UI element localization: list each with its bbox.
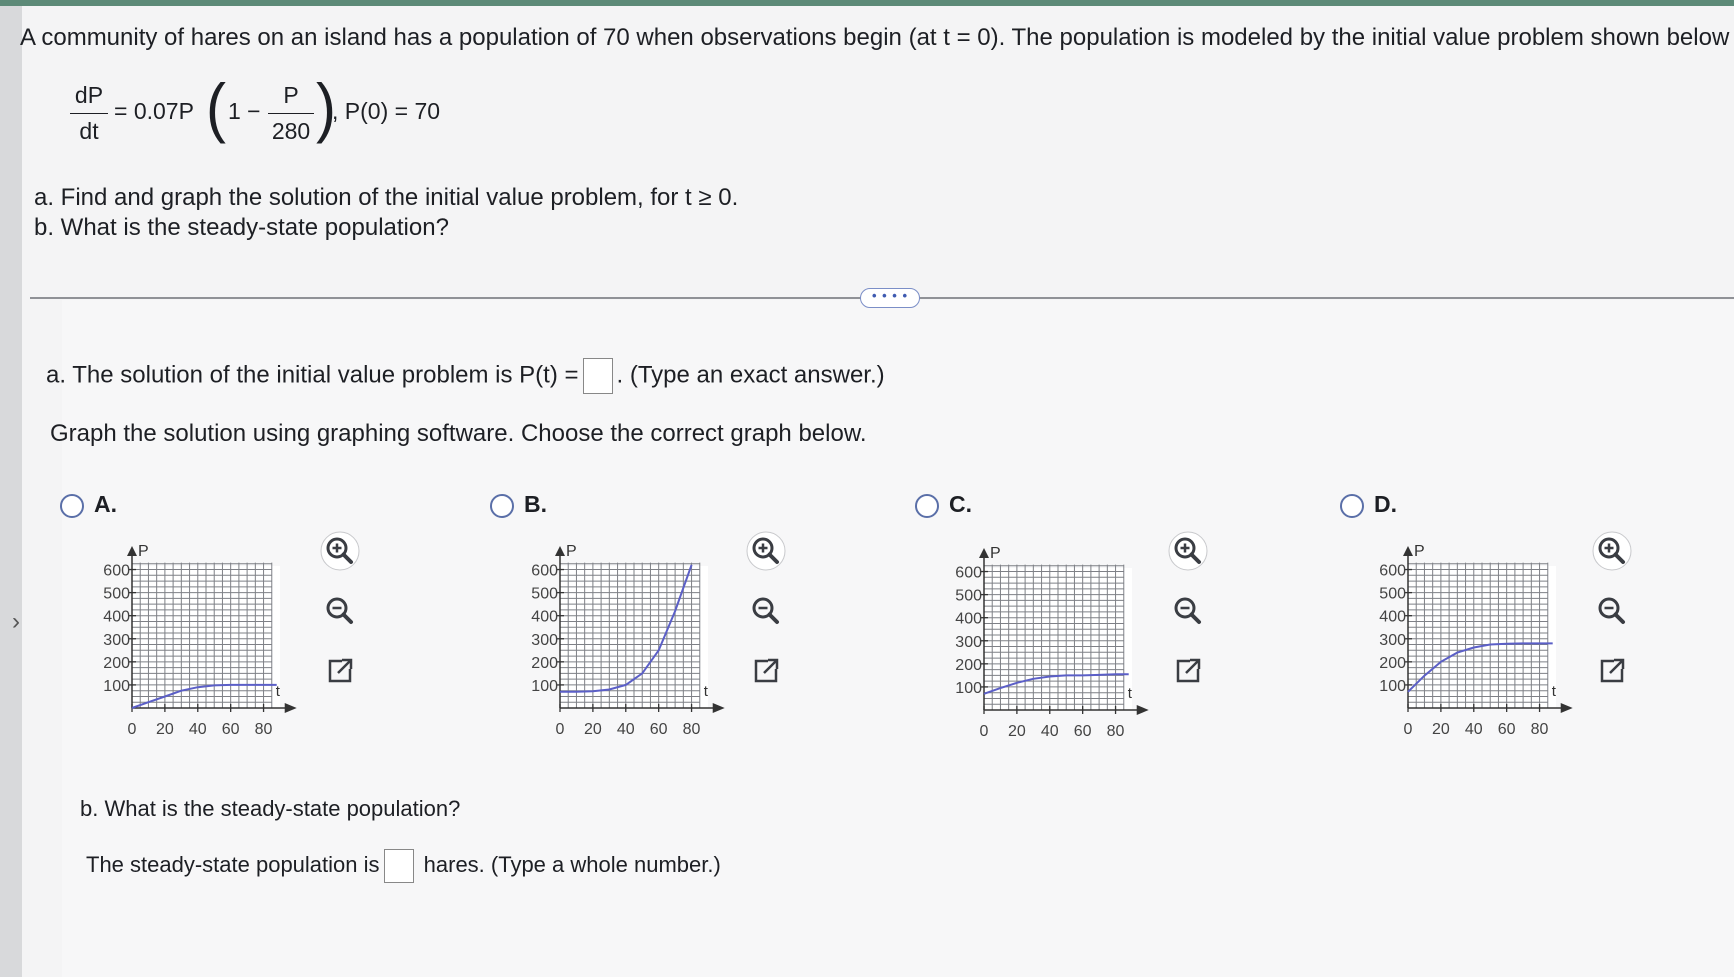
icon-bg	[1169, 532, 1207, 570]
option-a-radio[interactable]	[60, 494, 84, 518]
part-b-question: b. What is the steady-state population?	[80, 796, 461, 821]
option-a-label: A.	[94, 491, 117, 517]
y-axis-label: P	[566, 543, 577, 560]
x-axis-arrow	[1561, 703, 1573, 713]
x-axis-label: t	[275, 683, 280, 700]
x-axis-arrow	[713, 703, 725, 713]
x-tick-label: 40	[616, 721, 635, 738]
x-tick-label: 40	[1040, 723, 1059, 740]
open-external-d[interactable]	[1592, 651, 1632, 691]
y-tick-label: 400	[531, 608, 558, 626]
x-tick-label: 40	[188, 721, 207, 738]
zoom-in-c[interactable]	[1168, 531, 1208, 571]
zoom-out-icon	[320, 591, 360, 631]
derivative-fraction	[70, 82, 108, 145]
equation-rate: = 0.07P	[114, 98, 194, 124]
y-tick-label: 100	[531, 677, 558, 695]
zoom-out-icon	[746, 591, 786, 631]
zoom-in-d[interactable]	[1592, 531, 1632, 571]
x-axis-label: t	[1551, 683, 1556, 700]
graph-d-svg	[1356, 530, 1596, 758]
y-axis-arrow	[555, 546, 565, 556]
icon-bg	[1593, 532, 1631, 570]
x-tick-label: 20	[1431, 721, 1450, 738]
x-axis-arrow	[285, 703, 297, 713]
x-tick-label: 0	[979, 723, 989, 740]
zoom-out-icon	[1592, 591, 1632, 631]
initial-condition: , P(0) = 70	[332, 98, 441, 124]
zoom-in-icon	[1592, 531, 1632, 571]
zoom-out-icon	[1168, 591, 1208, 631]
right-paren: )	[316, 70, 336, 145]
magnifier-handle	[1616, 615, 1624, 623]
x-tick-label: 80	[1106, 723, 1125, 740]
y-tick-label: 400	[103, 608, 130, 626]
zoom-in-icon	[320, 531, 360, 571]
x-axis-label: t	[703, 683, 708, 700]
y-tick-label: 300	[531, 631, 558, 649]
y-tick-label: 600	[531, 562, 558, 580]
answer-a-prefix: a. The solution of the initial value problem is P(t) =	[46, 361, 579, 389]
equation-one-minus: 1 −	[228, 98, 261, 124]
part-a-prompt: a. Find and graph the solution of the initial value problem, for t ≥ 0.	[34, 184, 739, 211]
y-tick-label: 200	[531, 654, 558, 672]
option-c-radio[interactable]	[915, 494, 939, 518]
expand-chevron-icon[interactable]: ›	[12, 608, 20, 635]
y-axis-arrow	[1403, 546, 1413, 556]
y-tick-label: 100	[1379, 677, 1406, 695]
y-tick-label: 600	[1379, 562, 1406, 580]
x-tick-label: 60	[221, 721, 240, 738]
x-tick-label: 0	[127, 721, 137, 738]
option-b-radio[interactable]	[490, 494, 514, 518]
graph-c-svg	[932, 532, 1172, 760]
x-tick-label: 40	[1464, 721, 1483, 738]
option-b[interactable]	[490, 491, 547, 518]
y-tick-label: 500	[103, 585, 130, 603]
answer-b-suffix: hares. (Type a whole number.)	[423, 851, 721, 877]
y-tick-label: 200	[1379, 654, 1406, 672]
option-d-radio[interactable]	[1340, 494, 1364, 518]
graph-a-svg	[80, 530, 320, 758]
magnifier-handle	[344, 615, 352, 623]
x-tick-label: 80	[254, 721, 273, 738]
option-b-label: B.	[524, 491, 547, 517]
problem-statement: A community of hares on an island has a population of 70 when observations begin (at t = 0). The population is modeled by the initial value problem shown below	[20, 24, 1730, 51]
external-link-icon	[320, 651, 360, 691]
y-tick-label: 100	[103, 677, 130, 695]
x-tick-label: 60	[649, 721, 668, 738]
x-tick-label: 60	[1497, 721, 1516, 738]
graph-a	[80, 530, 320, 758]
part-b-prompt: b. What is the steady-state population?	[34, 214, 449, 241]
magnifier-handle	[1192, 615, 1200, 623]
graph-d	[1356, 530, 1596, 758]
y-tick-label: 600	[955, 564, 982, 582]
x-tick-label: 20	[1007, 723, 1026, 740]
option-d-label: D.	[1374, 491, 1397, 517]
left-paren: (	[206, 70, 226, 145]
option-a[interactable]	[60, 491, 117, 518]
y-tick-label: 100	[955, 679, 982, 697]
open-external-c[interactable]	[1168, 651, 1208, 691]
y-tick-label: 300	[1379, 631, 1406, 649]
y-tick-label: 600	[103, 562, 130, 580]
zoom-out-b[interactable]	[746, 591, 786, 631]
derivative-denominator: dt	[79, 118, 99, 144]
icon-bg	[747, 532, 785, 570]
x-axis-arrow	[1137, 705, 1149, 715]
x-tick-label: 80	[682, 721, 701, 738]
answer-b-line	[86, 849, 721, 883]
zoom-in-icon	[1168, 531, 1208, 571]
x-tick-label: 20	[155, 721, 174, 738]
zoom-in-b[interactable]	[746, 531, 786, 571]
graph-c	[932, 532, 1172, 760]
open-external-b[interactable]	[746, 651, 786, 691]
icon-bg	[321, 532, 359, 570]
zoom-out-c[interactable]	[1168, 591, 1208, 631]
y-tick-label: 200	[103, 654, 130, 672]
graph-instruction: Graph the solution using graphing software. Choose the correct graph below.	[50, 420, 867, 447]
x-tick-label: 20	[583, 721, 602, 738]
x-tick-label: 0	[555, 721, 565, 738]
y-axis-arrow	[979, 548, 989, 558]
solution-input-box[interactable]	[583, 358, 613, 394]
answer-b-prefix: The steady-state population is	[86, 851, 380, 877]
option-c[interactable]	[915, 491, 972, 518]
x-tick-label: 80	[1530, 721, 1549, 738]
graph-b	[508, 530, 748, 758]
magnifier-handle	[770, 615, 778, 623]
y-tick-label: 200	[955, 656, 982, 674]
option-d[interactable]	[1340, 491, 1397, 518]
x-axis-label: t	[1127, 685, 1132, 702]
zoom-out-d[interactable]	[1592, 591, 1632, 631]
capacity-fraction	[268, 82, 314, 145]
zoom-out-a[interactable]	[320, 591, 360, 631]
open-external-a[interactable]	[320, 651, 360, 691]
y-axis-arrow	[127, 546, 137, 556]
zoom-in-a[interactable]	[320, 531, 360, 571]
option-c-label: C.	[949, 491, 972, 517]
answer-a-line	[46, 358, 885, 394]
steady-state-input-box[interactable]	[384, 849, 414, 883]
capacity-denominator: 280	[271, 118, 311, 144]
y-tick-label: 500	[1379, 585, 1406, 603]
answer-a-suffix: . (Type an exact answer.)	[616, 361, 885, 389]
y-tick-label: 500	[955, 587, 982, 605]
y-axis-label: P	[138, 543, 149, 560]
graph-b-svg	[508, 530, 748, 758]
y-axis-label: P	[990, 545, 1001, 562]
external-link-icon	[1592, 651, 1632, 691]
y-tick-label: 400	[1379, 608, 1406, 626]
external-link-icon	[746, 651, 786, 691]
x-tick-label: 60	[1073, 723, 1092, 740]
y-tick-label: 300	[103, 631, 130, 649]
x-tick-label: 0	[1403, 721, 1413, 738]
y-tick-label: 400	[955, 610, 982, 628]
show-more-button[interactable]: • • • •	[860, 288, 920, 308]
zoom-in-icon	[746, 531, 786, 571]
y-tick-label: 300	[955, 633, 982, 651]
capacity-numerator: P	[283, 82, 299, 108]
y-tick-label: 500	[531, 585, 558, 603]
left-sidebar-strip	[0, 6, 22, 977]
derivative-numerator: dP	[74, 82, 104, 108]
external-link-icon	[1168, 651, 1208, 691]
y-axis-label: P	[1414, 543, 1425, 560]
